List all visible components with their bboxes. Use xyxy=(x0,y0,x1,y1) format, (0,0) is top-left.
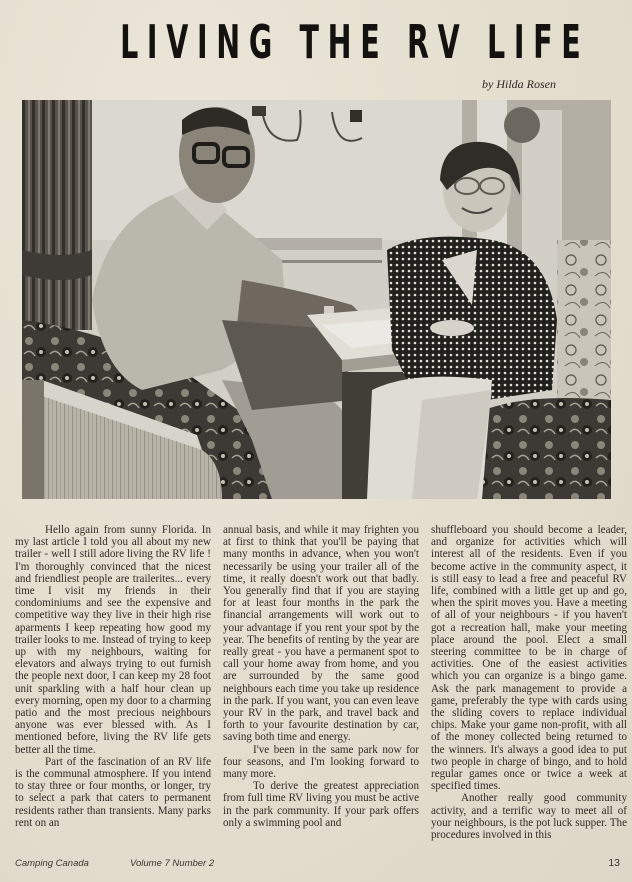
article-body xyxy=(15,524,627,841)
article-photo xyxy=(22,100,611,499)
paragraph: shuffleboard you should become a leader, and organize for activities which will interest all of the residents. Even if you become active in the community aspect, it is still easy to lead a free and peaceful RV life, combined with a little get up and go, when the spirit moves you. Have a meeting of all of your neighbours - if you haven't got a recreation hall, make your meeting place around the pool. Elect a small steering committee to be in charge of activities. One of the easiest activities which you can organize is a bingo game. Ask the park management to provide a game, preferably the type with cards using the sliding covers to replace individual chips. Make your game non-profit, with all of the money collected being returned to the winners. It's always a good idea to put two people in charge of bingo, and to hold regular games once or twice a week at specified times. xyxy=(431,524,627,793)
column-1 xyxy=(15,524,211,841)
paragraph: To derive the greatest appreciation from full time RV living you must be active in the park community. If your park offers only a swimming pool and xyxy=(223,780,419,829)
paragraph: I've been in the same park now for four seasons, and I'm looking forward to many more. xyxy=(223,743,419,781)
paragraph: Part of the fascination of an RV life is the communal atmosphere. If you intend to stay three or four months, or longer, try to select a park that caters to permanent residents rather than transients. Many parks rent on an xyxy=(15,755,211,829)
publication-name: Camping Canada xyxy=(15,858,89,869)
article-title: LIVING THE RV LIFE xyxy=(120,15,590,69)
column-3 xyxy=(431,524,627,841)
photo-illustration xyxy=(22,100,611,499)
column-2 xyxy=(223,524,419,841)
page-number: 13 xyxy=(608,857,620,869)
paragraph: Hello again from sunny Florida. In my last article I told you all about my new trailer - well I still adore living the RV life ! I'm thoroughly convinced that the nicest and friendliest people are trailerites... every time I visit my friends in their condominiums and see the expensive and competitive way they live in their high rise aparments I keep repeating how good my trailer looks to me. Instead of trying to keep up with my neighbours, waiting for elevators and always trying to out furnish the people next door, I can keep my 28 foot unit sparkling with a half hour clean up every morning, open my door to a charming patio and the most precious neighbours anyone was ever blessed with. As I mentioned before, living the RV life gets better all the time. xyxy=(15,524,211,756)
author-byline: by Hilda Rosen xyxy=(482,77,556,91)
issue-info: Volume 7 Number 2 xyxy=(130,858,215,869)
paragraph: annual basis, and while it may frighten you at first to think that you'll be paying that many months in advance, when you won't necessarily be using your trailer all of the time, it really doesn't work out that badly. You generally find that if you are staying for at least four months in the park the financial arrangements will work out to your advantage if you rent your spot by the year. The benefits of renting by the year are really great - you have a permanent spot to call your home away from home, and you are surrounded by the same good neighbours each time you take up residence in the park. If you want, you can even leave your RV in the park, and travel back and forth to your favourite destination by car, saving both time and energy. xyxy=(223,524,419,744)
paragraph: Another really good community activity, and a terrific way to meet all of your neighbours, is the pot luck supper. The procedures involved in this xyxy=(431,792,627,842)
